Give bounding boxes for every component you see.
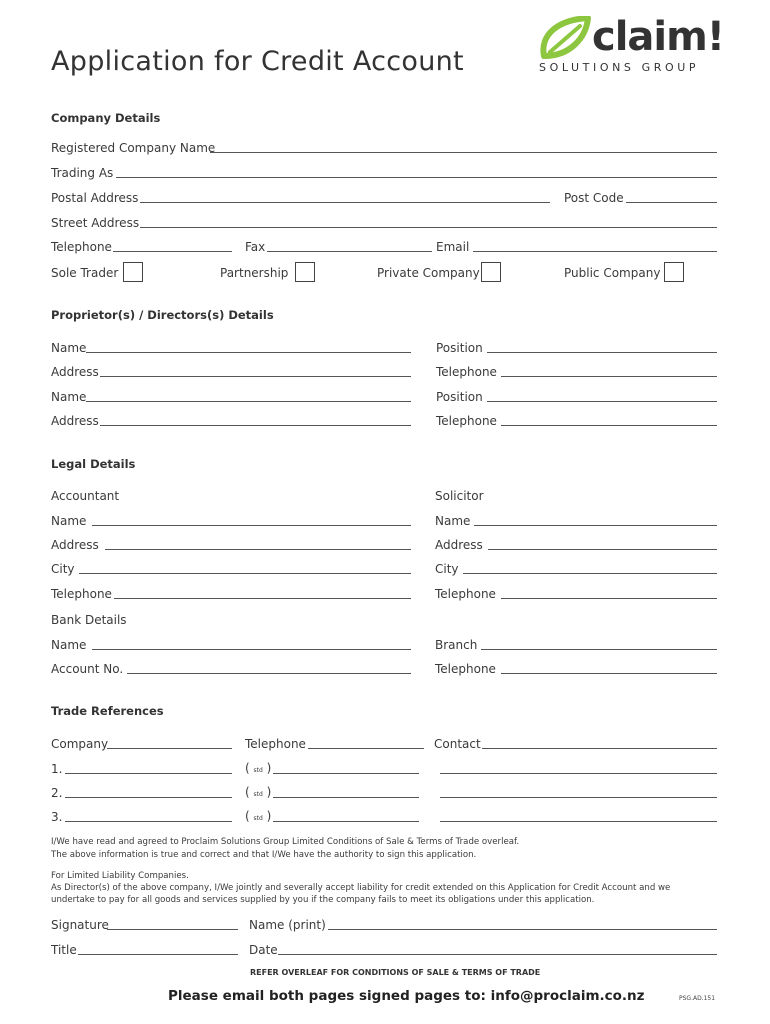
proprietor2-name-label: Name bbox=[51, 390, 87, 404]
open-paren: ( bbox=[245, 785, 250, 799]
bank-branch-field[interactable] bbox=[481, 649, 717, 650]
solicitor-telephone-field[interactable] bbox=[501, 598, 717, 599]
trade-contact-label: Contact bbox=[434, 737, 481, 751]
proprietor-name-field[interactable] bbox=[86, 352, 411, 353]
date-label: Date bbox=[249, 943, 278, 957]
accountant-name-field[interactable] bbox=[92, 525, 411, 526]
registered-name-label: Registered Company Name bbox=[51, 141, 216, 155]
name-print-field[interactable] bbox=[328, 929, 717, 930]
trade-row1-company-field[interactable] bbox=[65, 773, 232, 774]
close-paren: ) bbox=[266, 761, 272, 775]
name-print-label: Name (print) bbox=[249, 918, 326, 932]
accountant-name-label: Name bbox=[51, 514, 87, 528]
refer-overleaf-note: REFER OVERLEAF FOR CONDITIONS OF SALE & TERMS OF TRADE bbox=[250, 968, 541, 977]
email-label: Email bbox=[436, 240, 470, 254]
document-code: PSG.AD.151 bbox=[679, 995, 716, 1002]
private-company-label: Private Company bbox=[377, 266, 480, 280]
trade-row2-contact-field[interactable] bbox=[440, 797, 717, 798]
logo-wordmark: claim! bbox=[592, 14, 725, 60]
accountant-telephone-field[interactable] bbox=[114, 598, 411, 599]
proprietor2-telephone-field[interactable] bbox=[501, 425, 717, 426]
proprietor-name-label: Name bbox=[51, 341, 87, 355]
proprietor2-address-label: Address bbox=[51, 414, 99, 428]
proprietor2-telephone-label: Telephone bbox=[436, 414, 497, 428]
proprietor2-position-label: Position bbox=[436, 390, 483, 404]
solicitor-name-field[interactable] bbox=[474, 525, 717, 526]
bank-name-label: Name bbox=[51, 638, 87, 652]
proprietor2-name-field[interactable] bbox=[86, 401, 411, 402]
accountant-address-label: Address bbox=[51, 538, 99, 552]
partnership-label: Partnership bbox=[220, 266, 289, 280]
trading-as-field[interactable] bbox=[116, 177, 717, 178]
bank-branch-label: Branch bbox=[435, 638, 478, 652]
post-code-label: Post Code bbox=[564, 191, 624, 205]
trade-row3-company-field[interactable] bbox=[65, 821, 232, 822]
telephone-field[interactable] bbox=[113, 251, 232, 252]
telephone-label: Telephone bbox=[51, 240, 112, 254]
public-company-label: Public Company bbox=[564, 266, 661, 280]
post-code-field[interactable] bbox=[626, 202, 717, 203]
trade-references-heading: Trade References bbox=[51, 704, 164, 718]
trade-row2-company-field[interactable] bbox=[65, 797, 232, 798]
declaration-line: As Director(s) of the above company, I/We jointly and severally accept liability for credit extended on this Application for Credit Account and we bbox=[51, 883, 671, 893]
proprietor-position-field[interactable] bbox=[487, 352, 717, 353]
partnership-checkbox[interactable] bbox=[295, 262, 315, 282]
date-field[interactable] bbox=[278, 954, 717, 955]
trade-row3-std-code bbox=[245, 809, 271, 826]
legal-details-heading: Legal Details bbox=[51, 457, 136, 471]
postal-address-field[interactable] bbox=[140, 202, 550, 203]
accountant-heading: Accountant bbox=[51, 489, 120, 503]
accountant-telephone-label: Telephone bbox=[51, 587, 112, 601]
sole-trader-checkbox[interactable] bbox=[123, 262, 143, 282]
trading-as-label: Trading As bbox=[51, 166, 114, 180]
sole-trader-label: Sole Trader bbox=[51, 266, 119, 280]
close-paren: ) bbox=[266, 809, 272, 823]
account-no-label: Account No. bbox=[51, 662, 124, 676]
open-paren: ( bbox=[245, 761, 250, 775]
proprietor-address-field[interactable] bbox=[100, 376, 411, 377]
street-address-field[interactable] bbox=[140, 227, 717, 228]
account-no-field[interactable] bbox=[127, 673, 411, 674]
bank-name-field[interactable] bbox=[92, 649, 411, 650]
title-field[interactable] bbox=[78, 954, 238, 955]
trade-row-number: 2. bbox=[51, 786, 63, 800]
trade-telephone-field[interactable] bbox=[308, 748, 424, 749]
solicitor-city-field[interactable] bbox=[463, 573, 717, 574]
proprietor2-position-field[interactable] bbox=[487, 401, 717, 402]
proprietor2-address-field[interactable] bbox=[100, 425, 411, 426]
fax-label: Fax bbox=[245, 240, 266, 254]
solicitor-address-field[interactable] bbox=[488, 549, 717, 550]
trade-row2-telephone-field[interactable] bbox=[273, 797, 419, 798]
declaration-line: I/We have read and agreed to Proclaim Solutions Group Limited Conditions of Sale & Terms of Trade overleaf. bbox=[51, 837, 520, 847]
proprietor-address-label: Address bbox=[51, 365, 99, 379]
solicitor-address-label: Address bbox=[435, 538, 483, 552]
trade-company-field[interactable] bbox=[107, 748, 232, 749]
solicitor-telephone-label: Telephone bbox=[435, 587, 496, 601]
trade-row3-telephone-field[interactable] bbox=[273, 821, 419, 822]
proclaim-logo bbox=[536, 16, 726, 80]
proprietor-telephone-field[interactable] bbox=[501, 376, 717, 377]
fax-field[interactable] bbox=[267, 251, 432, 252]
proprietor-position-label: Position bbox=[436, 341, 483, 355]
bank-details-heading: Bank Details bbox=[51, 613, 127, 627]
trade-row1-std-code bbox=[245, 761, 271, 778]
std-label: std bbox=[253, 815, 263, 822]
trade-contact-field[interactable] bbox=[482, 748, 717, 749]
trade-row1-contact-field[interactable] bbox=[440, 773, 717, 774]
logo-subtitle: SOLUTIONS GROUP bbox=[539, 61, 700, 74]
trade-company-label: Company bbox=[51, 737, 109, 751]
std-label: std bbox=[253, 791, 263, 798]
signature-field[interactable] bbox=[107, 929, 238, 930]
page-title: Application for Credit Account bbox=[51, 46, 464, 77]
trade-row-number: 3. bbox=[51, 810, 63, 824]
proprietors-heading: Proprietor(s) / Directors(s) Details bbox=[51, 308, 274, 322]
bank-telephone-field[interactable] bbox=[501, 673, 717, 674]
trade-row-number: 1. bbox=[51, 762, 63, 776]
proprietor-telephone-label: Telephone bbox=[436, 365, 497, 379]
declaration-line: For Limited Liability Companies. bbox=[51, 871, 189, 881]
solicitor-heading: Solicitor bbox=[435, 489, 484, 503]
private-company-checkbox[interactable] bbox=[481, 262, 501, 282]
trade-row3-contact-field[interactable] bbox=[440, 821, 717, 822]
email-instruction: Please email both pages signed pages to: info@proclaim.co.nz bbox=[168, 988, 645, 1004]
signature-label: Signature bbox=[51, 918, 109, 932]
trade-row1-telephone-field[interactable] bbox=[273, 773, 419, 774]
declaration-line: undertake to pay for all goods and services supplied by you if the company fails to meet its obligations under this application. bbox=[51, 895, 595, 905]
public-company-checkbox[interactable] bbox=[664, 262, 684, 282]
registered-name-field[interactable] bbox=[210, 152, 717, 153]
street-address-label: Street Address bbox=[51, 216, 140, 230]
declaration-line: The above information is true and correct and that I/We have the authority to sign this application. bbox=[51, 850, 477, 860]
company-details-heading: Company Details bbox=[51, 111, 161, 125]
open-paren: ( bbox=[245, 809, 250, 823]
trade-row2-std-code bbox=[245, 785, 271, 802]
postal-address-label: Postal Address bbox=[51, 191, 139, 205]
solicitor-city-label: City bbox=[435, 562, 459, 576]
std-label: std bbox=[253, 767, 263, 774]
email-field[interactable] bbox=[473, 251, 717, 252]
close-paren: ) bbox=[266, 785, 272, 799]
trade-telephone-label: Telephone bbox=[245, 737, 306, 751]
accountant-address-field[interactable] bbox=[105, 549, 411, 550]
accountant-city-field[interactable] bbox=[79, 573, 411, 574]
bank-telephone-label: Telephone bbox=[435, 662, 496, 676]
solicitor-name-label: Name bbox=[435, 514, 471, 528]
title-label: Title bbox=[51, 943, 77, 957]
accountant-city-label: City bbox=[51, 562, 75, 576]
